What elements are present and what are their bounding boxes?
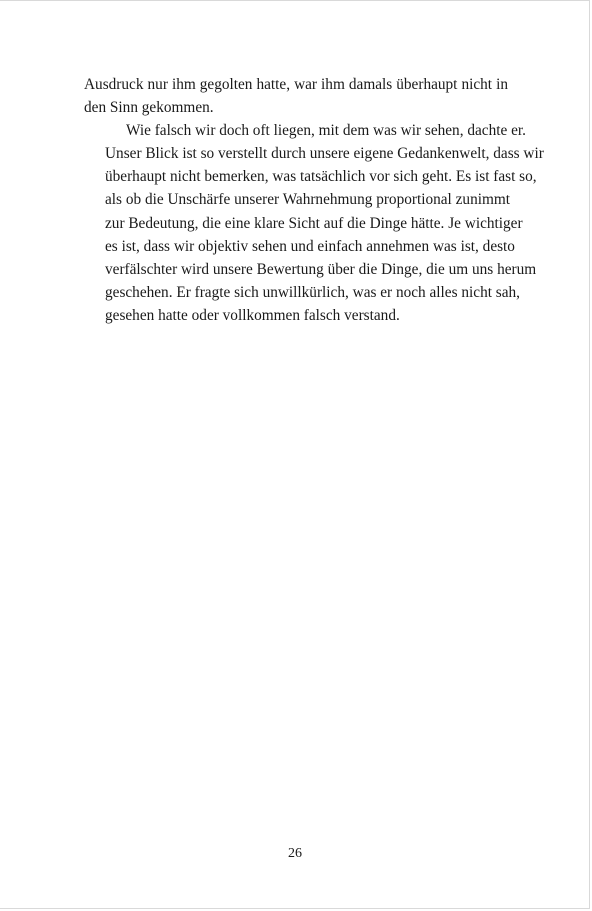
- text-line: es ist, dass wir objektiv sehen und einfach annehmen was ist, desto: [105, 237, 515, 255]
- text-line: Wie falsch wir doch oft liegen, mit dem was wir sehen, dachte er.: [126, 122, 526, 140]
- text-line: zur Bedeutung, die eine klare Sicht auf die Dinge hätte. Je wichtiger: [105, 214, 523, 232]
- body-text: [84, 73, 544, 327]
- text-line: geschehen. Er fragte sich unwillkürlich, was er noch alles nicht sah,: [105, 283, 521, 301]
- text-line: verfälschter wird unsere Bewertung über die Dinge, die um uns herum: [105, 260, 537, 278]
- paragraph-2: [84, 119, 544, 327]
- text-line: überhaupt nicht bemerken, was tatsächlich vor sich geht. Es ist fast so,: [105, 168, 537, 186]
- text-line: als ob die Unschärfe unserer Wahrnehmung proportional zunimmt: [105, 191, 511, 209]
- text-line: Ausdruck nur ihm gegolten hatte, war ihm damals überhaupt nicht in: [84, 76, 508, 93]
- text-line: den Sinn gekommen.: [84, 99, 214, 117]
- page-number: 26: [288, 846, 302, 861]
- text-line: Unser Blick ist so verstellt durch unsere eigene Gedankenwelt, dass wir: [105, 145, 544, 163]
- paragraph-1: [84, 73, 508, 119]
- text-line: gesehen hatte oder vollkommen falsch verstand.: [105, 306, 400, 324]
